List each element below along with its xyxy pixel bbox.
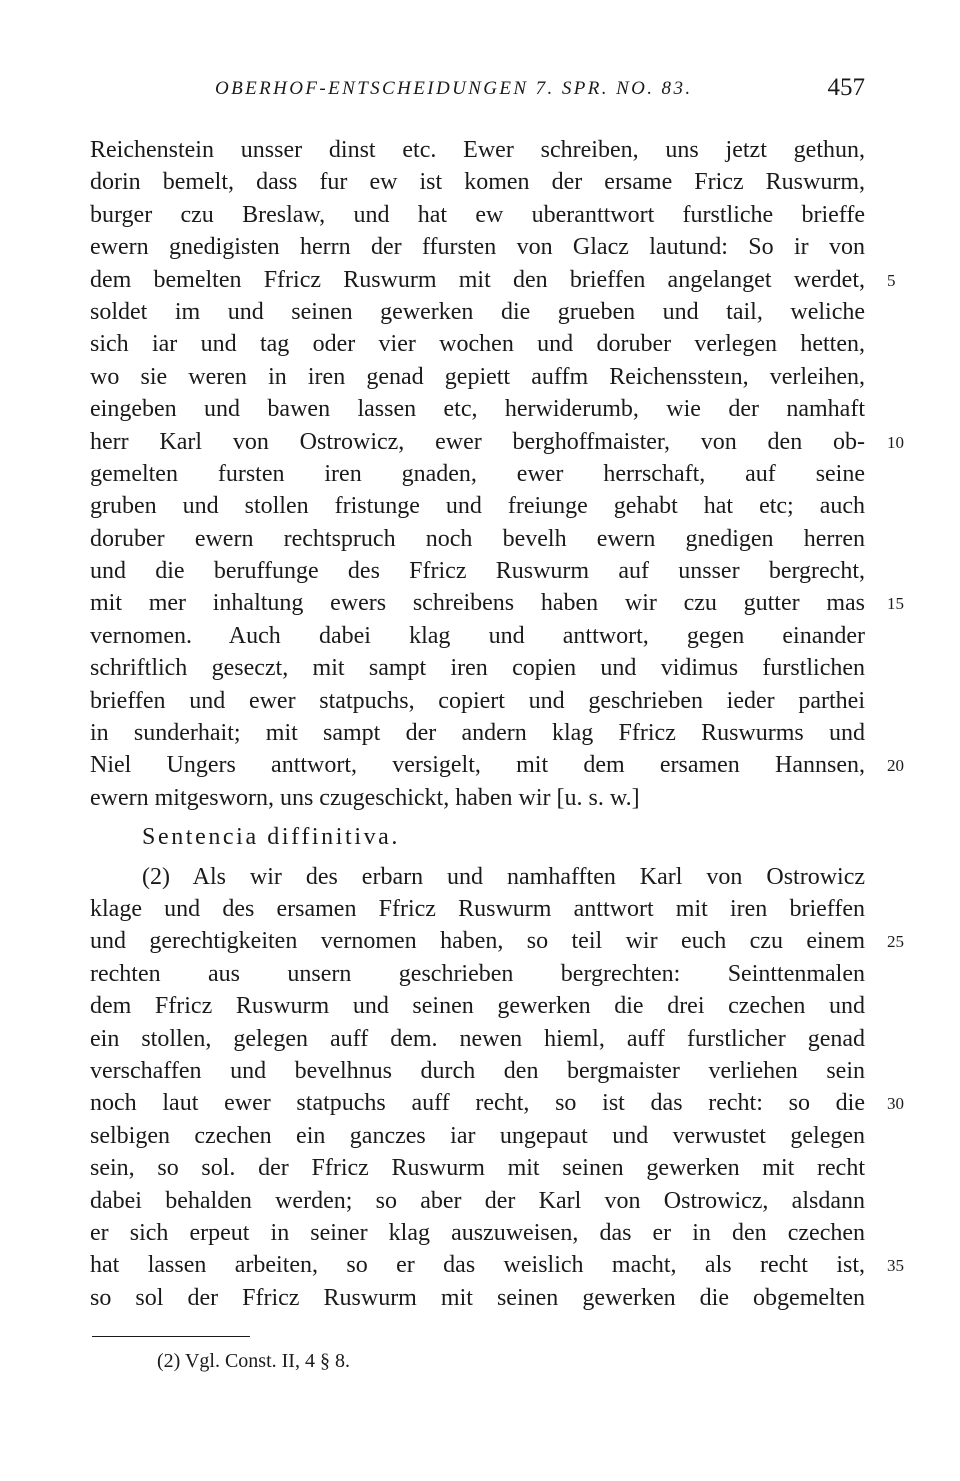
line-text: noch laut ewer statpuchs auff recht, so ist das recht: so die [90, 1090, 865, 1117]
line-text: in sunderhait; mit sampt der andern klag Ffricz Ruswurms und [90, 720, 865, 747]
line-text: verschaffen und bevelhnus durch den bergmaister verliehen sein [90, 1057, 865, 1084]
text-line [90, 1023, 865, 1055]
section-heading: Sentencia diffinitiva. [142, 824, 401, 851]
text-line [90, 893, 865, 925]
text-line [90, 620, 865, 652]
line-text: klage und des ersamen Ffricz Ruswurm anttwort mit iren brieffen [90, 895, 865, 922]
text-line [90, 1185, 865, 1217]
line-number: 25 [887, 932, 904, 952]
line-text: soldet im und seinen gewerken die grueben und tail, weliche [90, 298, 865, 325]
line-text: dem bemelten Ffricz Ruswurm mit den brieffen angelanget werdet, [90, 266, 865, 293]
text-line [90, 426, 904, 458]
line-text: hat lassen arbeiten, so er das weislich macht, als recht ist, [90, 1252, 865, 1279]
line-text: und gerechtigkeiten vernomen haben, so teil wir euch czu einem [90, 928, 865, 955]
text-line [90, 1249, 904, 1281]
running-header [90, 74, 865, 110]
text-line [90, 231, 865, 263]
text-line [90, 1120, 865, 1152]
text-line [90, 1055, 865, 1087]
text-line [90, 587, 904, 619]
text-line [90, 990, 865, 1022]
text-line [90, 264, 896, 296]
line-text: so sol der Ffricz Ruswurm mit seinen gewerken die obgemelten [90, 1284, 865, 1311]
line-text: burger czu Breslaw, und hat ew uberanttwort furstliche brieffe [90, 201, 865, 228]
text-line [90, 749, 904, 781]
line-text: ewern mitgesworn, uns czugeschickt, haben wir [u. s. w.] [90, 784, 640, 811]
sentence-paragraph [90, 861, 904, 1314]
line-number: 5 [887, 270, 896, 290]
text-line [90, 1282, 865, 1314]
line-number: 35 [887, 1256, 904, 1276]
body-paragraph [90, 134, 904, 814]
text-line [90, 523, 865, 555]
line-text: sein, so sol. der Ffricz Ruswurm mit seinen gewerken mit recht [90, 1155, 865, 1182]
line-text: rechten aus unsern geschrieben bergrechten: Seinttenmalen [90, 960, 865, 987]
line-text: sich iar und tag oder vier wochen und doruber verlegen hetten, [90, 331, 865, 358]
text-line [90, 296, 865, 328]
text-line [90, 555, 865, 587]
text-line [90, 958, 865, 990]
line-text: er sich erpeut in seiner klag auszuweisen, das er in den czechen [90, 1219, 865, 1246]
line-text: (2) Als wir des erbarn und namhafften Karl von Ostrowicz [142, 863, 865, 890]
line-text: und die beruffunge des Ffricz Ruswurm auf unsser bergrecht, [90, 558, 865, 585]
line-text: doruber ewern rechtspruch noch bevelh ewern gnedigen herren [90, 525, 865, 552]
line-number: 10 [887, 432, 904, 452]
text-line [90, 361, 865, 393]
line-text: herr Karl von Ostrowicz, ewer berghoffmaister, von den ob- [90, 428, 865, 455]
line-text: eingeben und bawen lassen etc, herwiderumb, wie der namhaft [90, 396, 865, 423]
text-line [90, 393, 865, 425]
text-line [90, 1152, 865, 1184]
line-text: ewern gnedigisten herrn der ffursten von Glacz lautund: So ir von [90, 234, 865, 261]
line-number: 30 [887, 1094, 904, 1114]
line-text: schriftlich geseczt, mit sampt iren copien und vidimus furstlichen [90, 655, 865, 682]
text-line [90, 490, 865, 522]
line-text: vernomen. Auch dabei klag und anttwort, gegen einander [90, 622, 865, 649]
text-line [90, 717, 865, 749]
page-number: 457 [827, 74, 865, 101]
line-text: dabei behalden werden; so aber der Karl von Ostrowicz, alsdann [90, 1187, 865, 1214]
text-line [90, 925, 904, 957]
line-number: 15 [887, 594, 904, 614]
text-line [90, 328, 865, 360]
footnote: (2) Vgl. Const. II, 4 § 8. [157, 1350, 350, 1372]
text-line [90, 1087, 904, 1119]
line-text: mit mer inhaltung ewers schreibens haben wir czu gutter mas [90, 590, 865, 617]
line-text: selbigen czechen ein ganczes iar ungepaut und verwustet gelegen [90, 1122, 865, 1149]
line-text: dorin bemelt, dass fur ew ist komen der ersame Fricz Ruswurm, [90, 169, 865, 196]
line-number: 20 [887, 756, 904, 776]
text-line [90, 1217, 865, 1249]
line-text: ein stollen, gelegen auff dem. newen hieml, auff furstlicher genad [90, 1025, 865, 1052]
line-text: dem Ffricz Ruswurm und seinen gewerken die drei czechen und [90, 993, 865, 1020]
text-line [90, 652, 865, 684]
line-text: Niel Ungers anttwort, versigelt, mit dem ersamen Hannsen, [90, 752, 865, 779]
text-line [90, 166, 865, 198]
text-line [90, 861, 865, 893]
footnote-rule [92, 1336, 250, 1337]
line-text: gruben und stollen fristunge und freiunge gehabt hat etc; auch [90, 493, 865, 520]
main-text [90, 134, 904, 1314]
text-line [90, 199, 865, 231]
line-text: brieffen und ewer statpuchs, copiert und geschrieben ieder parthei [90, 687, 865, 714]
line-text: wo sie weren in iren genad gepiett auffm Reichenssteın, verleihen, [90, 363, 865, 390]
text-line [90, 685, 865, 717]
running-title: OBERHOF-ENTSCHEIDUNGEN 7. SPR. NO. 83. [215, 78, 693, 99]
text-line [90, 134, 865, 166]
text-line [90, 782, 865, 814]
text-line [90, 458, 865, 490]
line-text: Reichenstein unsser dinst etc. Ewer schreiben, uns jetzt gethun, [90, 137, 865, 163]
line-text: gemelten fursten iren gnaden, ewer herrschaft, auf seine [90, 460, 865, 487]
